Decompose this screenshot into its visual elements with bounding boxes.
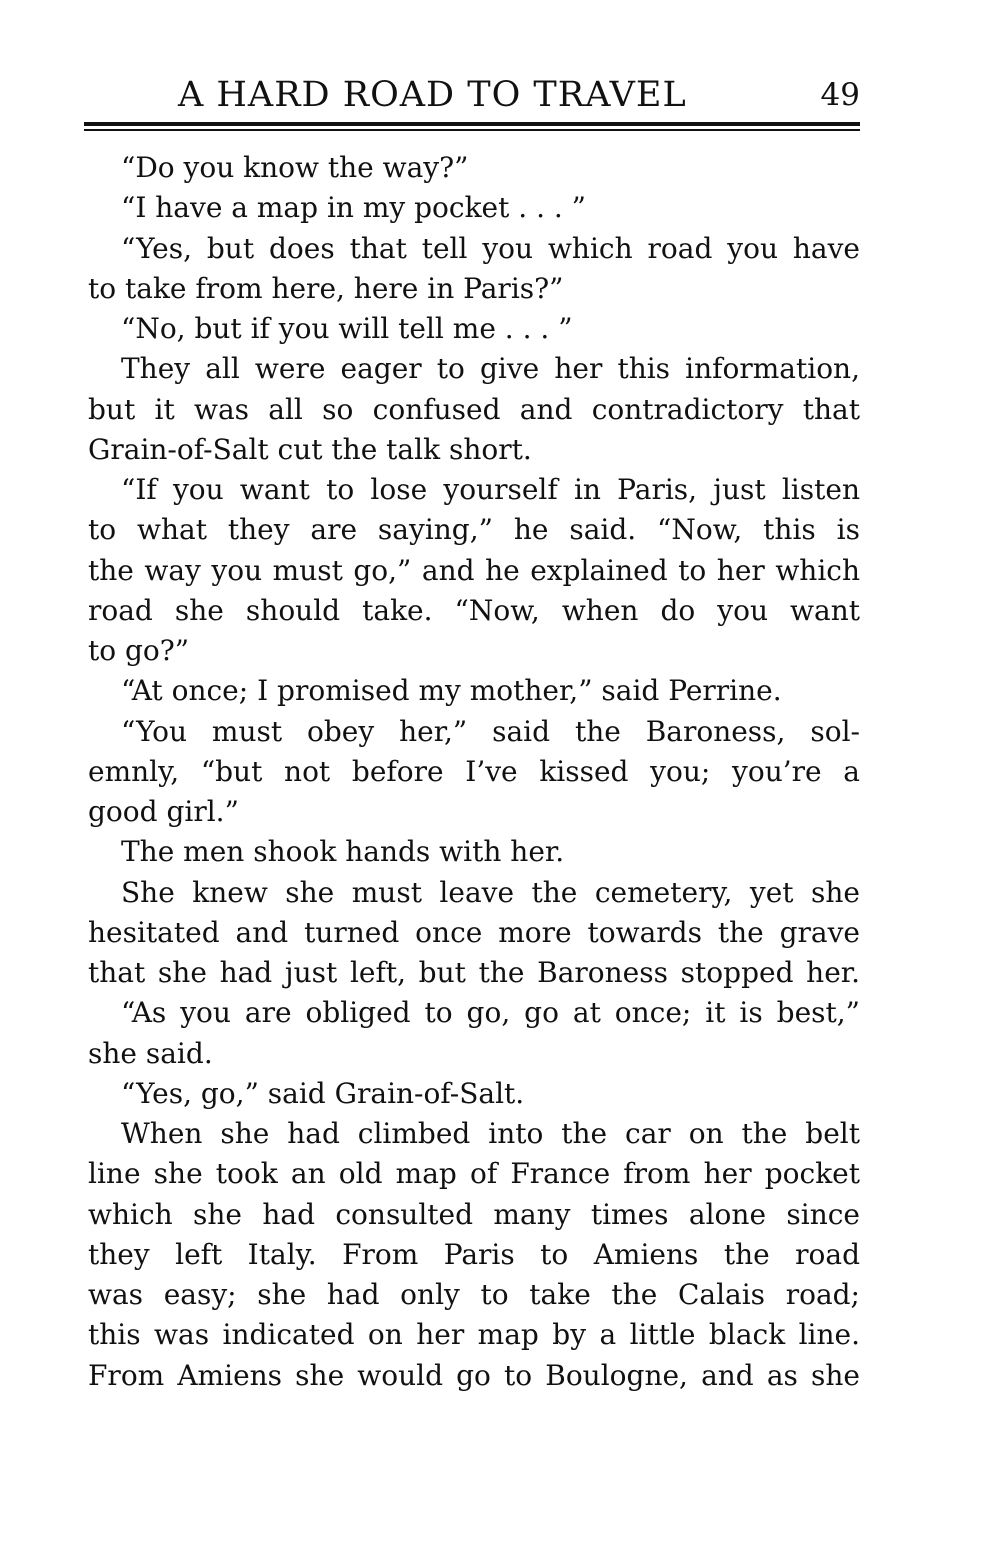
text-line: but it was all so confused and contradictory that: [88, 392, 860, 426]
text-line: the way you must go,” and he explained to her which: [88, 553, 860, 587]
text-line: “I have a map in my pocket . . . ”: [121, 191, 586, 225]
text-line: good girl.”: [88, 795, 239, 828]
text-line: to take from here, here in Paris?”: [88, 271, 564, 305]
page-number: 49: [820, 77, 860, 113]
text-line: was easy; she had only to take the Calais road;: [88, 1278, 860, 1311]
text-line: “Yes, but does that tell you which road you have: [121, 231, 860, 265]
text-line: to go?”: [88, 634, 190, 667]
text-line: line she took an old map of France from her pocket: [88, 1157, 860, 1191]
text-line: “As you are obliged to go, go at once; it is best,”: [121, 996, 860, 1030]
text-line: The men shook hands with her.: [121, 835, 565, 869]
header-rule-thick: [84, 122, 860, 126]
text-line: “You must obey her,” said the Baroness, sol-: [121, 714, 860, 748]
text-line: “If you want to lose yourself in Paris, just listen: [121, 473, 860, 506]
text-line: “Do you know the way?”: [121, 151, 469, 184]
text-line: emnly, “but not before I’ve kissed you; you’re a: [88, 754, 860, 788]
text-line: road she should take. “Now, when do you want: [88, 593, 860, 627]
text-line: she said.: [88, 1036, 213, 1070]
text-line: they left Italy. From Paris to Amiens the road: [88, 1237, 860, 1271]
text-line: They all were eager to give her this information,: [121, 352, 860, 386]
text-line: She knew she must leave the cemetery, yet she: [121, 875, 860, 909]
text-line: hesitated and turned once more towards the grave: [88, 915, 860, 949]
text-line: “Yes, go,” said Grain-of-Salt.: [121, 1076, 525, 1110]
body-text: [88, 148, 860, 1396]
text-line: “At once; I promised my mother,” said Perrine.: [121, 674, 782, 708]
text-line: “No, but if you will tell me . . . ”: [121, 312, 573, 345]
text-line: which she had consulted many times alone since: [88, 1197, 860, 1231]
running-head: [86, 72, 860, 118]
text-line: When she had climbed into the car on the belt: [121, 1117, 860, 1150]
running-title: A HARD ROAD TO TRAVEL: [178, 75, 687, 115]
text-line: Grain-of-Salt cut the talk short.: [88, 432, 532, 466]
text-line: From Amiens she would go to Boulogne, and as she: [88, 1358, 860, 1392]
text-line: this was indicated on her map by a little black line.: [88, 1318, 860, 1352]
text-line: that she had just left, but the Baroness stopped her.: [88, 956, 860, 989]
text-line: to what they are saying,” he said. “Now, this is: [88, 513, 860, 547]
header-rule-thin: [84, 129, 860, 131]
